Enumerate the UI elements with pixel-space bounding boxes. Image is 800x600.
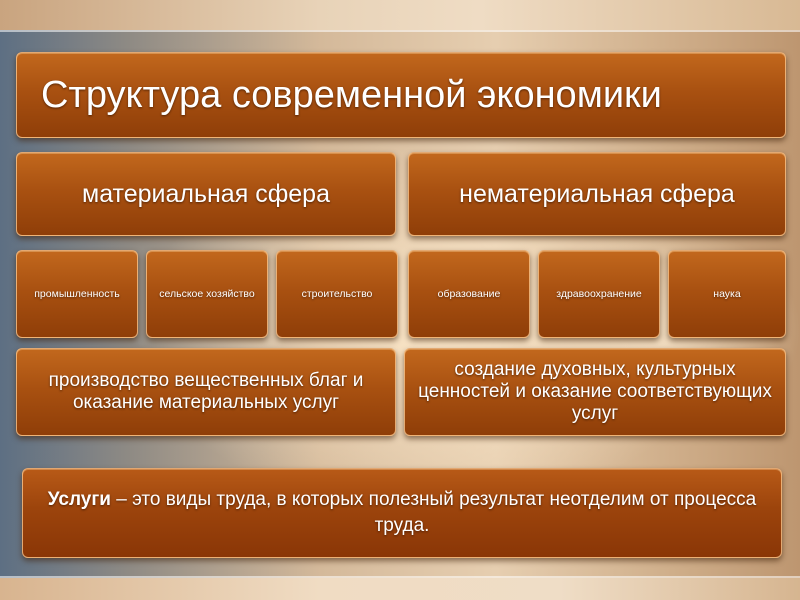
branch-industry: промышленность: [16, 250, 138, 338]
services-definition-text: – это виды труда, в которых полезный результат неотделим от процесса труда.: [110, 489, 757, 536]
bottom-divider: [0, 576, 800, 578]
bottom-band: [0, 578, 800, 600]
services-definition-box: [22, 468, 782, 558]
diagram-title: Структура современной экономики: [16, 52, 786, 138]
services-term: Услуги: [47, 489, 111, 510]
material-sphere-box: материальная сфера: [16, 152, 396, 236]
branch-construction: строительство: [276, 250, 398, 338]
material-description: производство вещественных благ и оказание материальных услуг: [16, 348, 396, 436]
branch-healthcare: здравоохранение: [538, 250, 660, 338]
top-band: [0, 0, 800, 30]
branch-education: образование: [408, 250, 530, 338]
services-definition: [47, 487, 757, 539]
nonmaterial-sphere-box: нематериальная сфера: [408, 152, 786, 236]
branch-agriculture: сельское хозяйство: [146, 250, 268, 338]
top-divider: [0, 30, 800, 32]
branch-science: наука: [668, 250, 786, 338]
nonmaterial-description: создание духовных, культурных ценностей и оказание соответствующих услуг: [404, 348, 786, 436]
